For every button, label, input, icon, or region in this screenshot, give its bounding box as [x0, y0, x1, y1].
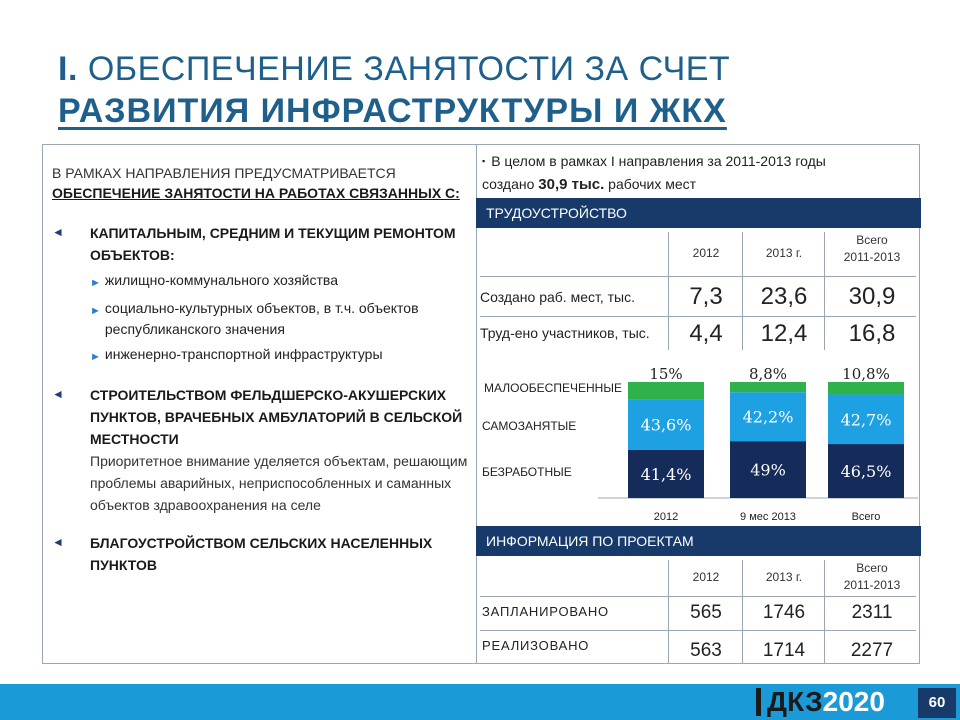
employment-col-2013: 2013 г.	[765, 246, 803, 260]
triangle-right-icon: ►	[90, 277, 101, 289]
table-gridline	[480, 596, 916, 597]
sub-item-transport-label: инженерно-транспортной инфраструктуры	[104, 346, 383, 362]
logo-bar-icon	[756, 688, 761, 716]
employment-participants-2013: 12,4	[760, 320, 808, 347]
bar-2-2	[828, 382, 904, 395]
table-gridline	[480, 630, 916, 631]
item-medical	[52, 384, 468, 516]
data-label: 42,2%	[742, 407, 794, 427]
square-bullet-icon: ▪	[482, 156, 486, 166]
projects-row-planned-label: ЗАПЛАНИРОВАНО	[482, 604, 609, 619]
table-gridline	[742, 560, 743, 664]
category-label: 9 мес 2013	[740, 511, 796, 523]
sub-item-housing-label: жилищно-коммунального хозяйства	[104, 272, 338, 288]
table-gridline	[824, 560, 825, 664]
table-gridline	[480, 316, 916, 317]
legend-entry: САМОЗАНЯТЫЕ	[482, 419, 577, 433]
legend-entry: МАЛООБЕСПЕЧЕННЫЕ	[484, 381, 622, 395]
table-gridline	[742, 232, 743, 350]
item-medical-desc: Приоритетное внимание уделяется объектам, решающим проблемы аварийных, неприспособленных и саманных объектов здравоохранения на селе	[90, 453, 468, 513]
sub-item-social	[90, 298, 468, 340]
sub-item-housing	[90, 270, 468, 294]
employment-created-total: 30,9	[848, 283, 896, 310]
projects-header: ИНФОРМАЦИЯ ПО ПРОЕКТАМ	[476, 526, 921, 556]
logo-prefix: ДКЗ	[767, 686, 823, 717]
summary-value: 30,9 тыс.	[538, 176, 605, 193]
intro-strong-text: ОБЕСПЕЧЕНИЕ ЗАНЯТОСТИ НА РАБОТАХ СВЯЗАННЫХ С:	[52, 185, 460, 201]
summary-note	[482, 150, 914, 196]
title-roman-numeral: I.	[58, 50, 78, 88]
table-gridline	[480, 276, 916, 277]
page-number: 60	[918, 688, 956, 718]
title-text-1: ОБЕСПЕЧЕНИЕ ЗАНЯТОСТИ ЗА СЧЕТ	[77, 50, 731, 88]
data-label: 42,7%	[840, 410, 892, 430]
sub-item-transport	[90, 344, 468, 368]
employment-participants-total: 16,8	[848, 320, 896, 347]
item-medical-title: СТРОИТЕЛЬСТВОМ ФЕЛЬДШЕРСКО-АКУШЕРСКИХ ПУНКТОВ, ВРАЧЕБНЫХ АМБУЛАТОРИЙ В СЕЛЬСКОЙ МЕСТНОСТИ	[90, 387, 463, 447]
data-label: 41,4%	[640, 464, 692, 484]
table-gridline	[824, 232, 825, 350]
employment-col-2012: 2012	[692, 246, 720, 260]
summary-text-2: создано	[482, 176, 539, 192]
employment-participants-2012: 4,4	[689, 320, 723, 347]
triangle-left-icon: ◄	[52, 535, 64, 549]
category-label: 2012	[653, 511, 679, 523]
data-label: 46,5%	[840, 462, 892, 482]
projects-realized-2012: 563	[690, 640, 722, 661]
table-gridline	[668, 232, 669, 350]
projects-planned-total: 2311	[851, 602, 893, 623]
item-repair-title: КАПИТАЛЬНЫМ, СРЕДНИМ И ТЕКУЩИМ РЕМОНТОМ ОБЪЕКТОВ:	[90, 225, 456, 263]
left-column	[52, 164, 468, 576]
data-label: 49%	[750, 460, 786, 480]
data-label: 15%	[649, 365, 683, 383]
summary-text-3: рабочих мест	[604, 176, 697, 192]
data-label: 43,6%	[640, 415, 692, 435]
projects-planned-2013: 1746	[762, 602, 806, 623]
projects-planned-2012: 565	[690, 602, 722, 623]
category-label: Всего	[851, 511, 881, 523]
employment-created-2012: 7,3	[689, 283, 723, 310]
triangle-right-icon: ►	[90, 351, 101, 363]
logo-year: 2020	[822, 686, 885, 717]
employment-row-created-label: Создано раб. мест, тыс.	[480, 289, 635, 305]
projects-col-2012: 2012	[692, 570, 720, 584]
bar-2-1	[730, 382, 806, 392]
item-landscaping	[52, 532, 468, 576]
projects-col-total: Всего 2011-2013	[843, 561, 901, 592]
employment-col-total: Всего 2011-2013	[843, 233, 901, 264]
triangle-left-icon: ◄	[52, 387, 64, 401]
sub-item-social-label: социально-культурных объектов, в т.ч. объектов республиканского значения	[104, 300, 419, 337]
triangle-right-icon: ►	[90, 305, 101, 317]
page-title-line2: РАЗВИТИЯ ИНФРАСТРУКТУРЫ И ЖКХ	[58, 92, 727, 130]
employment-header: ТРУДОУСТРОЙСТВО	[476, 198, 921, 228]
employment-row-participants-label: Труд-ено участников, тыс.	[480, 325, 650, 341]
table-gridline	[668, 560, 669, 664]
bar-2-0	[628, 382, 704, 399]
intro-text: В РАМКАХ НАПРАВЛЕНИЯ ПРЕДУСМАТРИВАЕТСЯ	[52, 165, 396, 181]
data-label: 8,8%	[748, 365, 788, 383]
page-title-line1	[58, 50, 730, 89]
summary-text-1: В целом в рамках I направления за 2011-2013 годы	[491, 153, 826, 169]
item-landscaping-title: БЛАГОУСТРОЙСТВОМ СЕЛЬСКИХ НАСЕЛЕННЫХ ПУНКТОВ	[90, 535, 433, 573]
projects-realized-2013: 1714	[762, 640, 806, 661]
projects-realized-total: 2277	[850, 640, 894, 661]
legend-entry: БЕЗРАБОТНЫЕ	[482, 465, 572, 479]
employment-structure-chart	[476, 358, 920, 526]
projects-col-2013: 2013 г.	[765, 570, 803, 584]
item-repair	[52, 222, 468, 266]
triangle-left-icon: ◄	[52, 225, 64, 239]
projects-row-realized-label: РЕАЛИЗОВАНО	[482, 638, 590, 653]
logo	[756, 684, 885, 720]
data-label: 10,8%	[842, 365, 890, 383]
employment-created-2013: 23,6	[760, 283, 808, 310]
